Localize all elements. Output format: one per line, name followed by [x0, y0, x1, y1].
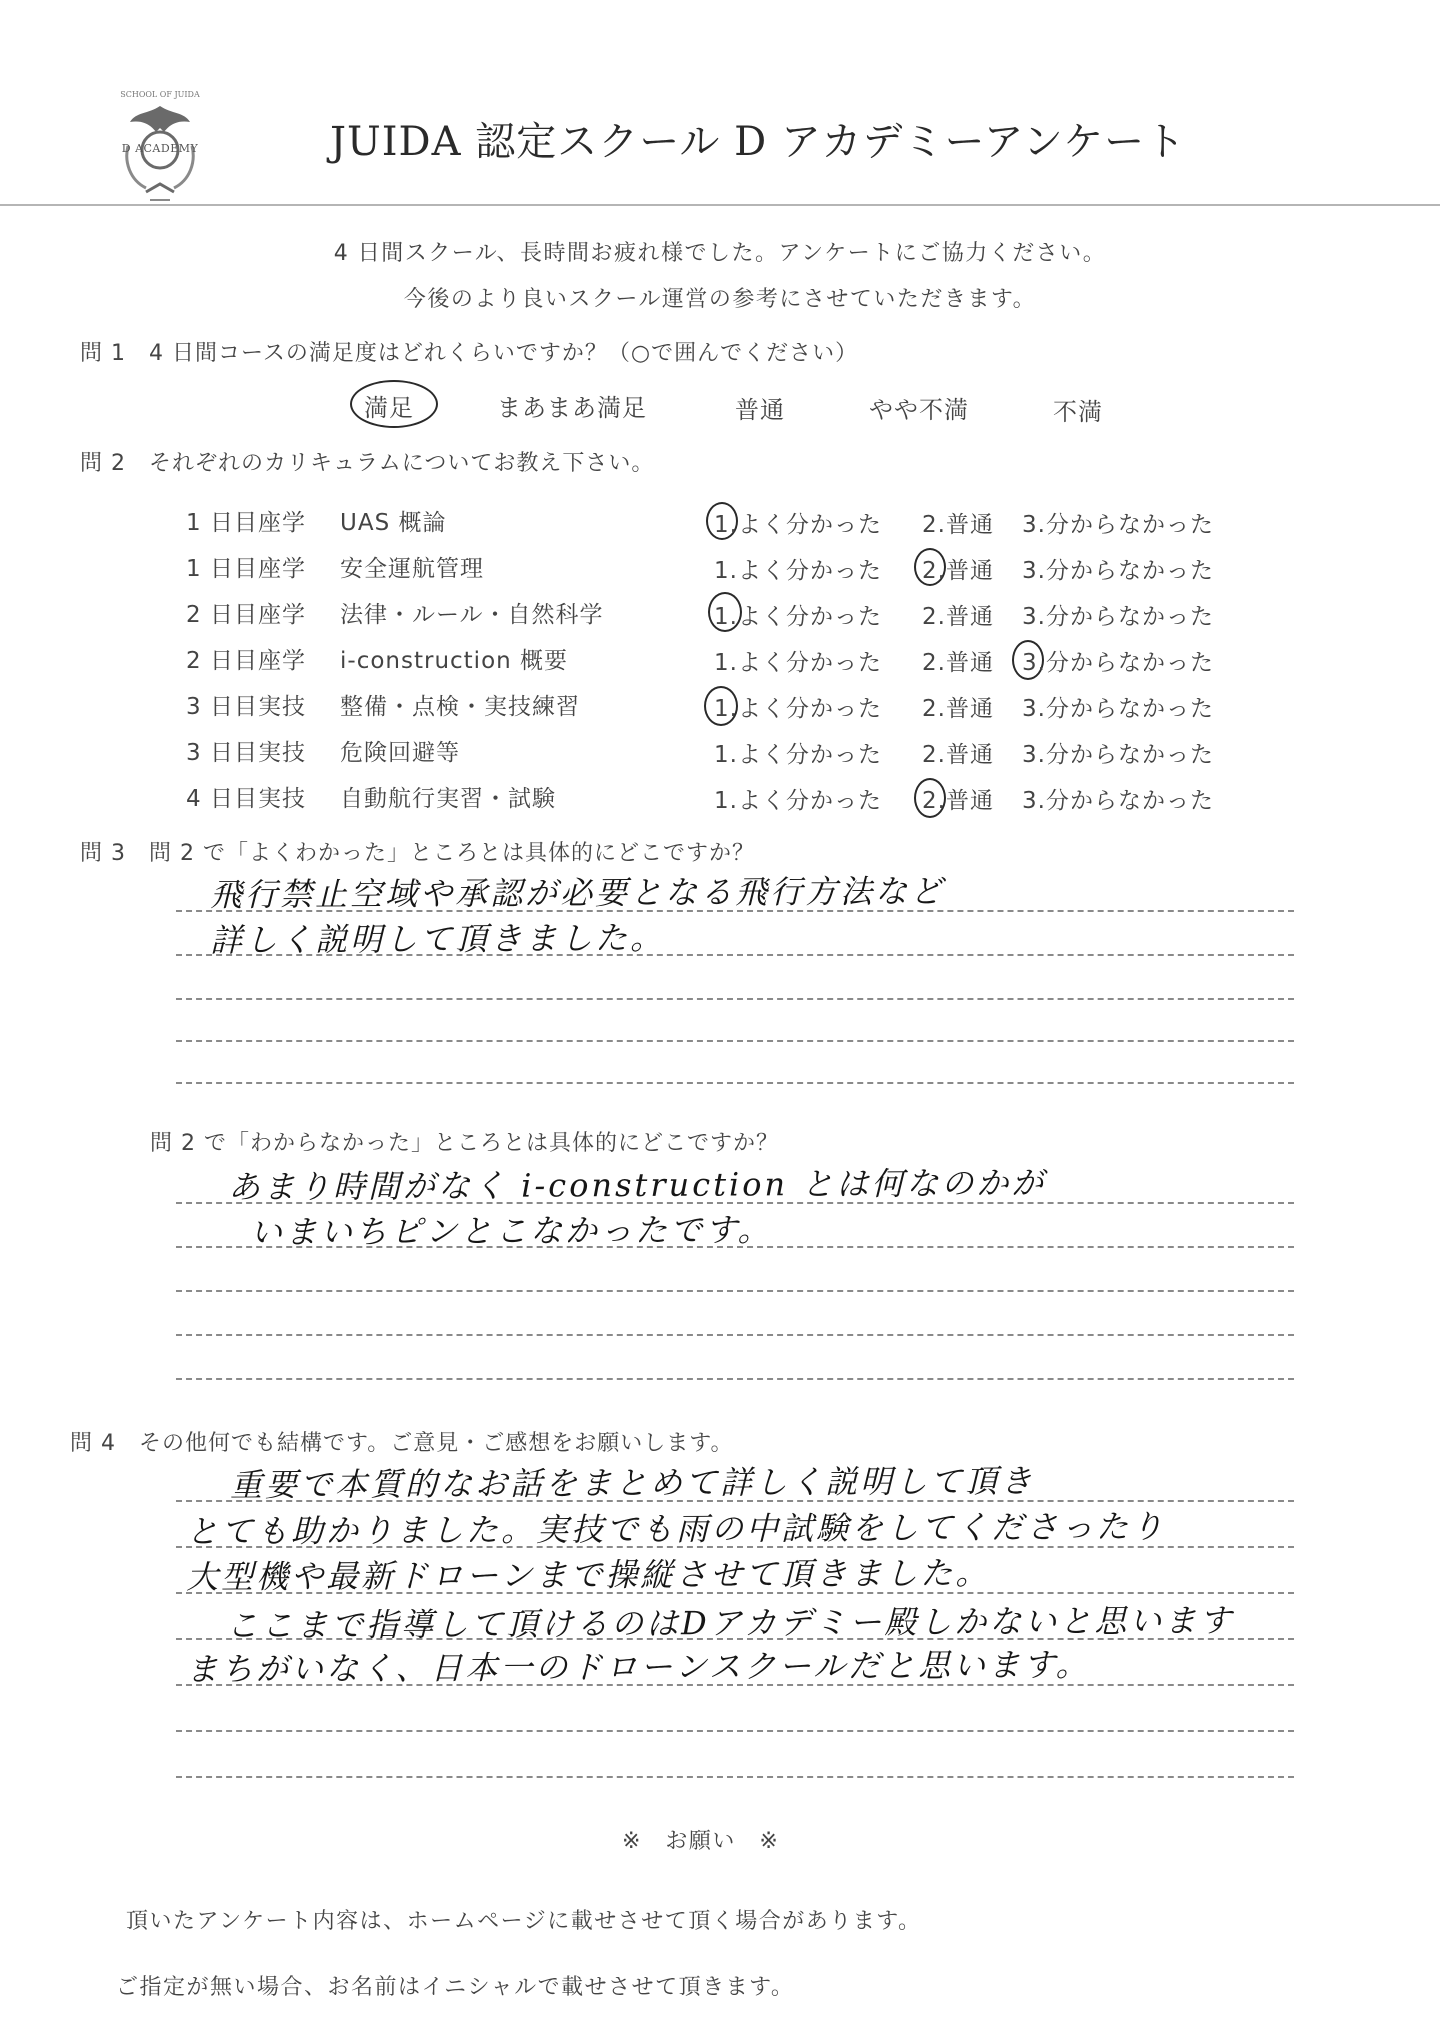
- notice-heading: ※ お願い ※: [622, 1829, 780, 1854]
- q3-answer-rule: [176, 910, 1294, 912]
- q4-answer-rule: [176, 1684, 1294, 1686]
- q4-answer-line-1: 重要で本質的なお話をまとめて詳しく説明して頂き: [229, 1461, 1036, 1505]
- q2-choice-2[interactable]: 2.普通: [922, 650, 994, 676]
- q2-choice-1[interactable]: 1.よく分かった: [714, 558, 882, 584]
- q2-row-day: 3 日目実技: [186, 694, 306, 720]
- q2-row-day: 4 日目実技: [186, 786, 306, 812]
- q2-choice-1[interactable]: 1.よく分かった: [714, 742, 882, 768]
- q2-row-day: 2 日目座学: [186, 648, 306, 674]
- q1-option-3[interactable]: 普通: [735, 396, 785, 424]
- q2-choice-3[interactable]: 3.分からなかった: [1022, 696, 1214, 722]
- title-divider: [0, 204, 1440, 206]
- notice-line-1: 頂いたアンケート内容は、ホームページに載せさせて頂く場合があります。: [126, 1909, 922, 1934]
- intro-line-2: 今後のより良いスクール運営の参考にさせていただきます。: [403, 287, 1037, 312]
- q3-sub-answer-line-1: あまり時間がなく i-construction とは何なのかが: [227, 1163, 1047, 1207]
- q2-choice-1[interactable]: 1.よく分かった: [714, 788, 882, 814]
- q2-choice-1[interactable]: 1.よく分かった: [714, 512, 882, 538]
- q3-answer-line-1: 飛行禁止空域や承認が必要となる飛行方法など: [209, 872, 946, 914]
- q3-sub-answer-rule: [176, 1378, 1294, 1380]
- q3-sub-answer-rule: [176, 1334, 1294, 1336]
- q1-option-2[interactable]: まあまあ満足: [497, 394, 647, 422]
- q3-label: 問 3 問 2 で「よくわかった」ところとは具体的にどこですか？: [80, 841, 755, 866]
- q4-answer-rule: [176, 1592, 1294, 1594]
- q3-sub-answer-line-2: いまいちピンとこなかったです。: [249, 1210, 773, 1252]
- logo-caption: SCHOOL OF JUIDA: [120, 90, 200, 99]
- q1-label: 問 1 4 日間コースの満足度はどれくらいですか？（○で囲んでください）: [80, 341, 859, 366]
- q2-row-topic: 整備・点検・実技練習: [340, 694, 580, 720]
- q2-row-day: 2 日目座学: [186, 602, 306, 628]
- q3-sub-answer-rule: [176, 1246, 1294, 1248]
- q2-row-topic: 自動航行実習・試験: [340, 786, 556, 812]
- q1-option-4[interactable]: やや不満: [869, 396, 969, 424]
- q1-option-5[interactable]: 不満: [1053, 398, 1103, 426]
- q3-answer-rule: [176, 954, 1294, 956]
- q4-answer-rule: [176, 1638, 1294, 1640]
- q4-answer-rule: [176, 1500, 1294, 1502]
- q2-choice-2[interactable]: 2.普通: [922, 512, 994, 538]
- q2-row-topic: i-construction 概要: [340, 648, 569, 674]
- q3-sub-answer-rule: [176, 1202, 1294, 1204]
- q2-row-day: 1 日目座学: [186, 556, 306, 582]
- q2-row-day: 3 日目実技: [186, 740, 306, 766]
- q2-row-topic: 安全運航管理: [340, 556, 484, 582]
- q2-choice-1[interactable]: 1.よく分かった: [714, 696, 882, 722]
- q2-choice-3[interactable]: 3.分からなかった: [1022, 650, 1214, 676]
- q2-choice-1[interactable]: 1.よく分かった: [714, 604, 882, 630]
- q3-answer-rule: [176, 1082, 1294, 1084]
- intro-line-1: 4 日間スクール、長時間お疲れ様でした。アンケートにご協力ください。: [333, 241, 1107, 266]
- q2-choice-2[interactable]: 2.普通: [922, 788, 994, 814]
- q3-sub-answer-rule: [176, 1290, 1294, 1292]
- q2-choice-3[interactable]: 3.分からなかった: [1022, 558, 1214, 584]
- q3-answer-rule: [176, 998, 1294, 1000]
- q2-choice-2[interactable]: 2.普通: [922, 742, 994, 768]
- q4-answer-rule: [176, 1546, 1294, 1548]
- q2-choice-2[interactable]: 2.普通: [922, 558, 994, 584]
- q2-choice-3[interactable]: 3.分からなかった: [1022, 604, 1214, 630]
- q3-sub-label: 問 2 で「わからなかった」ところとは具体的にどこですか？: [150, 1131, 779, 1156]
- q4-answer-line-5: まちがいなく、日本一のドローンスクールだと思います。: [185, 1645, 1091, 1689]
- q4-answer-rule: [176, 1730, 1294, 1732]
- q4-label: 問 4 その他何でも結構です。ご意見・ご感想をお願いします。: [70, 1431, 734, 1456]
- q2-choice-1[interactable]: 1.よく分かった: [714, 650, 882, 676]
- logo-wordmark: D ACADEMY: [121, 142, 199, 155]
- notice-line-2: ご指定が無い場合、お名前はイニシャルで載せさせて頂きます。: [116, 1975, 795, 2000]
- q2-row-topic: 危険回避等: [340, 740, 460, 766]
- q2-choice-3[interactable]: 3.分からなかった: [1022, 742, 1214, 768]
- page-title: JUIDA 認定スクール D アカデミーアンケート: [330, 119, 1187, 165]
- q2-choice-3[interactable]: 3.分からなかった: [1022, 788, 1214, 814]
- q1-option-1[interactable]: 満足: [364, 394, 414, 422]
- q2-choice-2[interactable]: 2.普通: [922, 696, 994, 722]
- q2-row-topic: UAS 概論: [340, 510, 447, 536]
- q2-label: 問 2 それぞれのカリキュラムについてお教え下さい。: [80, 451, 655, 476]
- q4-answer-rule: [176, 1776, 1294, 1778]
- q2-choice-2[interactable]: 2.普通: [922, 604, 994, 630]
- q2-choice-3[interactable]: 3.分からなかった: [1022, 512, 1214, 538]
- q4-answer-line-3: 大型機や最新ドローンまで操縦させて頂きました。: [185, 1553, 991, 1597]
- q4-answer-line-2: とても助かりました。実技でも雨の中試験をしてくださったり: [185, 1507, 1167, 1551]
- q3-answer-rule: [176, 1040, 1294, 1042]
- q2-row-day: 1 日目座学: [186, 510, 306, 536]
- q4-answer-line-4: ここまで指導して頂けるのはDアカデミー殿しかないと思います: [225, 1601, 1235, 1645]
- q3-answer-line-2: 詳しく説明して頂きました。: [209, 918, 666, 960]
- q2-row-topic: 法律・ルール・自然科学: [340, 602, 604, 628]
